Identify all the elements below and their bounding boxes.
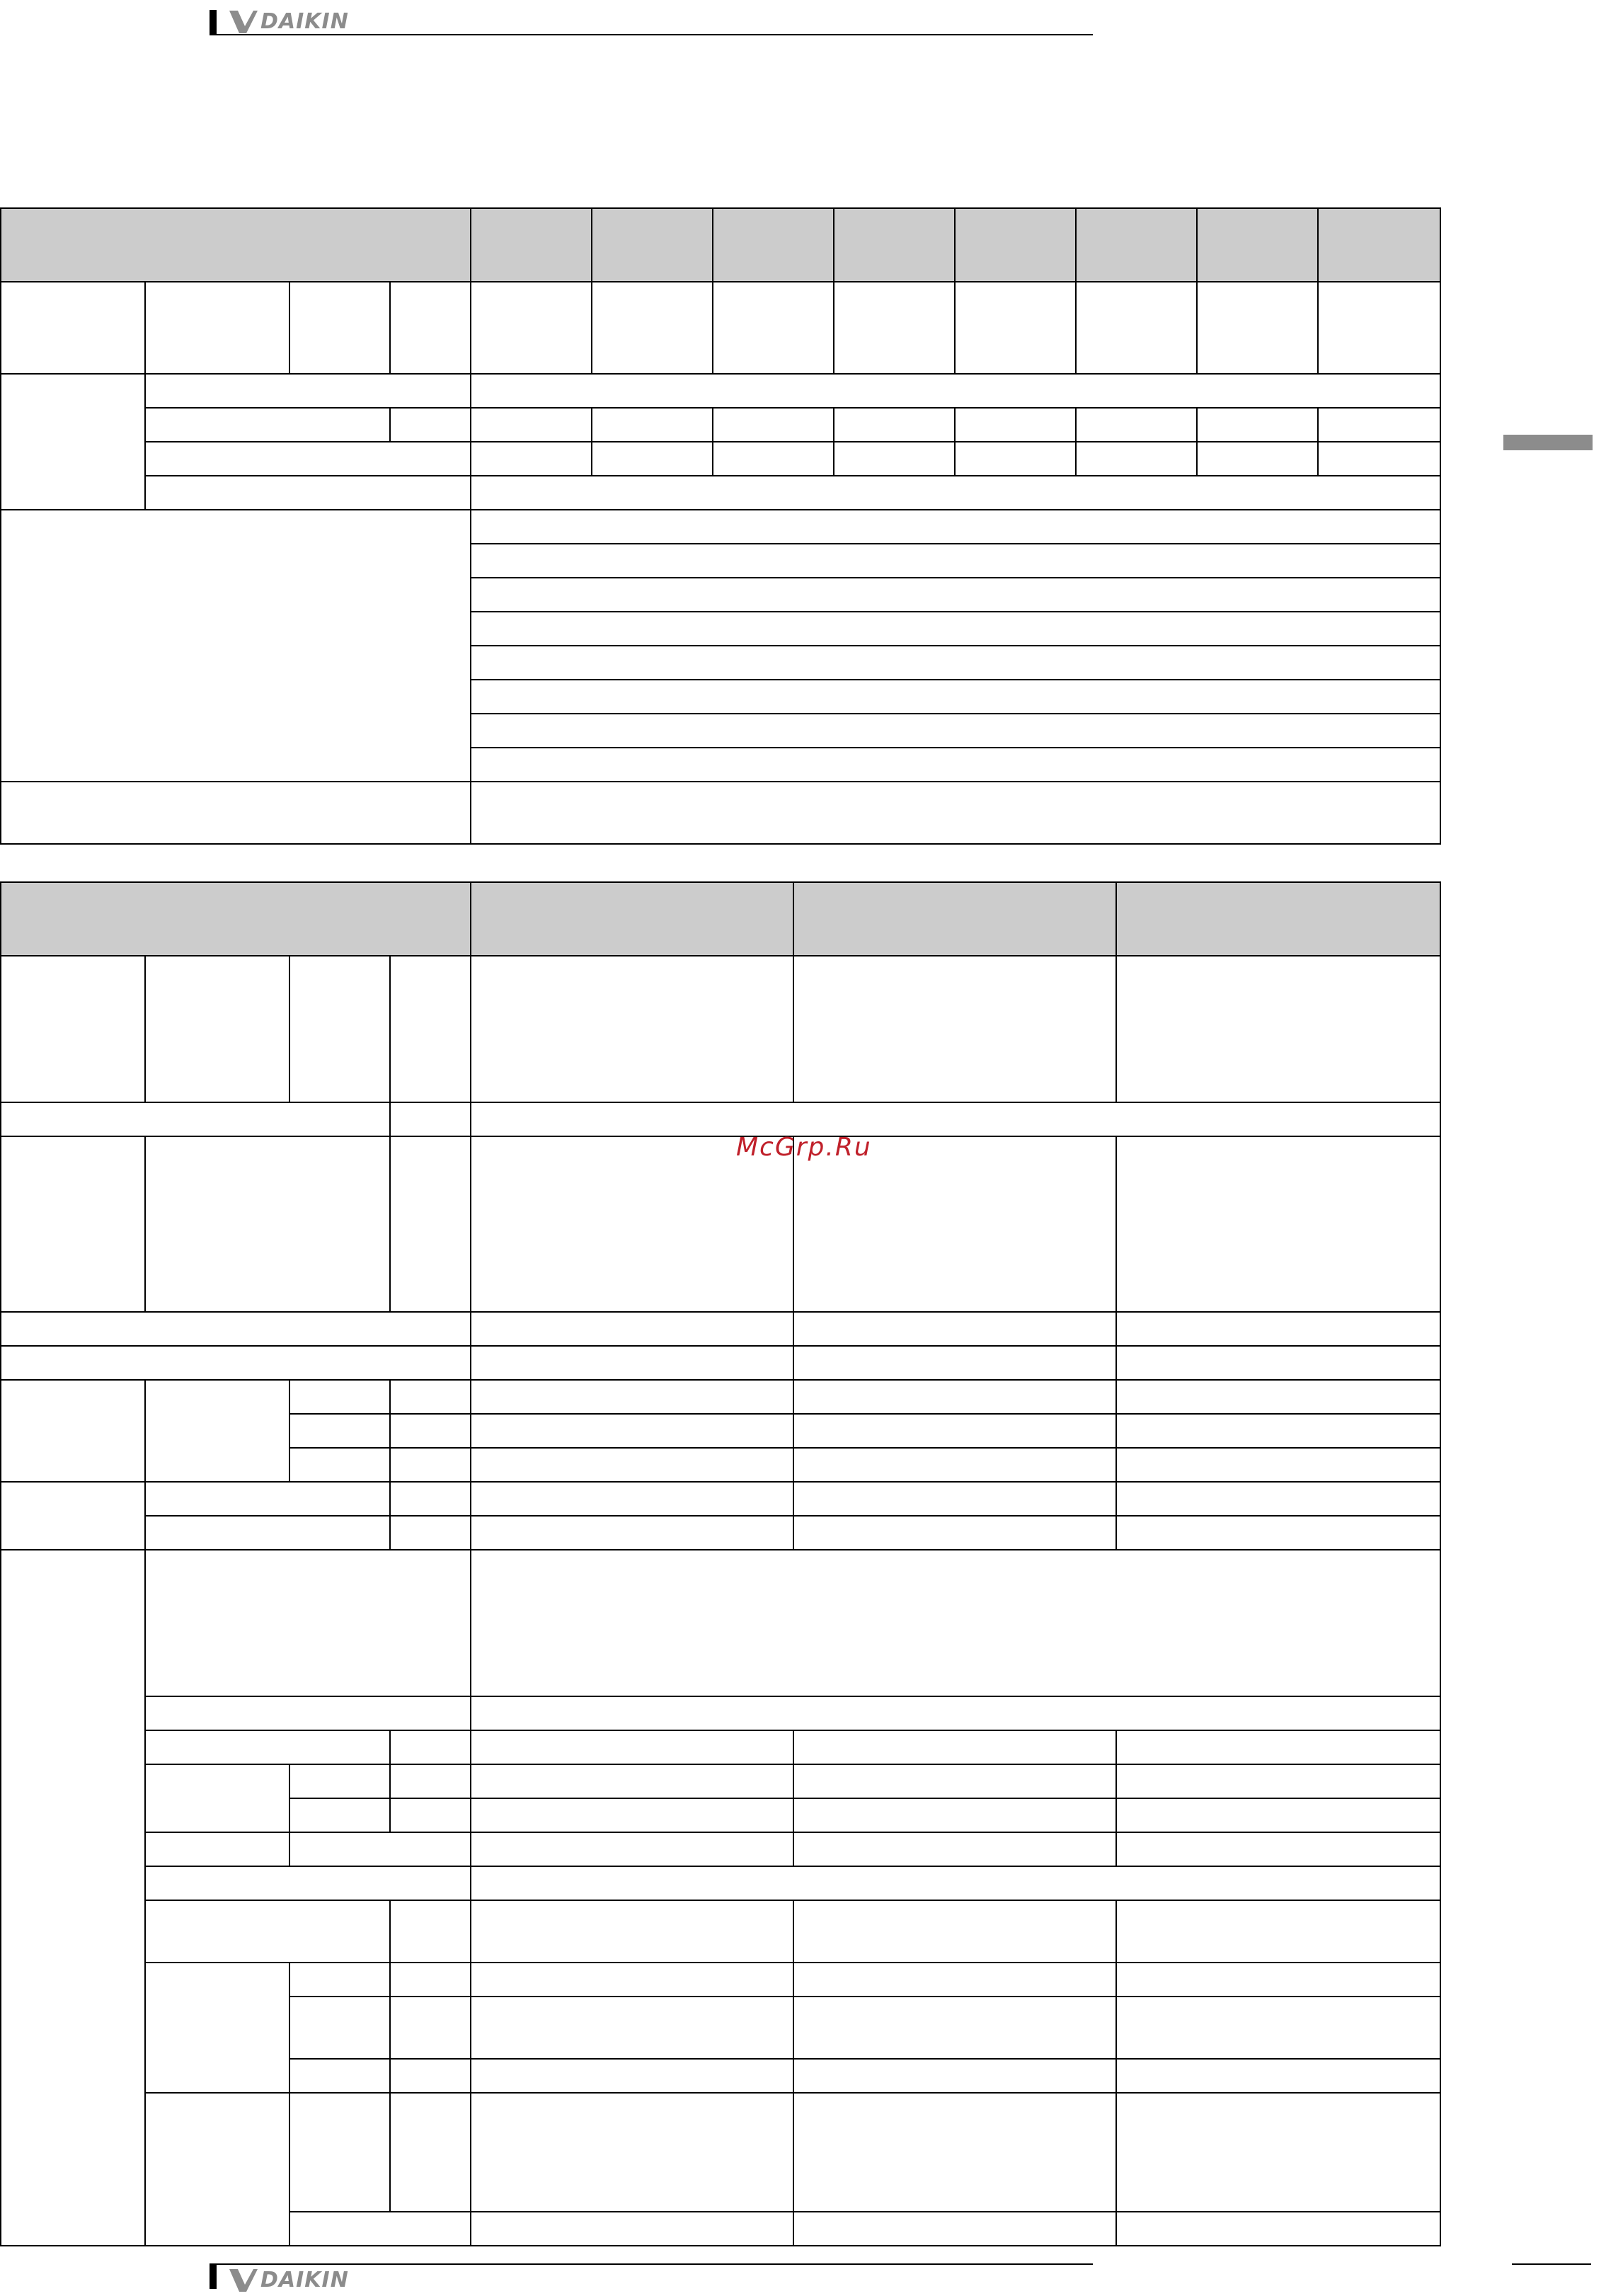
- watermark-text: McGrp.Ru: [736, 1133, 872, 1162]
- table-row: [1, 1696, 1440, 1730]
- footer-brand-text: DAIKIN: [260, 2267, 349, 2292]
- header-brand-text: DAIKIN: [260, 8, 349, 34]
- footer-bar-mark: [210, 2265, 217, 2289]
- page-number-rule: [1512, 2263, 1591, 2265]
- table-2-header-row: [1, 882, 1440, 956]
- header-logo: [229, 7, 349, 35]
- table-1-header-row: [1, 208, 1440, 282]
- table-row: [1, 374, 1440, 408]
- table-row: [1, 1516, 1440, 1550]
- table-row: [1, 1866, 1440, 1900]
- header-bar-mark: [210, 10, 217, 34]
- footer-rule: [210, 2263, 1093, 2265]
- table-row: [1, 1963, 1440, 1997]
- header-rule: [210, 34, 1093, 35]
- table-row: [1, 1550, 1440, 1696]
- table-row: [1, 1764, 1440, 1798]
- table-row: [1, 1102, 1440, 1136]
- table-row: [1, 782, 1440, 844]
- table-row: [1, 1380, 1440, 1414]
- footer-logo: [229, 2266, 349, 2294]
- table-row: [1, 282, 1440, 374]
- table-row: [1, 408, 1440, 442]
- table-row: [1, 510, 1440, 544]
- spec-table-2: [0, 881, 1441, 2246]
- table-row: [1, 2093, 1440, 2212]
- table-row: [1, 1346, 1440, 1380]
- daikin-logo-icon: [229, 2268, 258, 2292]
- section-tab-marker: [1503, 435, 1593, 450]
- daikin-logo-icon: [229, 9, 258, 33]
- table-row: [1, 1482, 1440, 1516]
- table-row: [1, 956, 1440, 1102]
- table-row: [1, 1730, 1440, 1764]
- table-row: [1, 442, 1440, 476]
- table-row: [1, 1900, 1440, 1963]
- table-row: [1, 476, 1440, 510]
- table-row: [1, 1832, 1440, 1866]
- table-row: [1, 1136, 1440, 1312]
- table-row: [1, 1312, 1440, 1346]
- spec-table-1: [0, 207, 1441, 845]
